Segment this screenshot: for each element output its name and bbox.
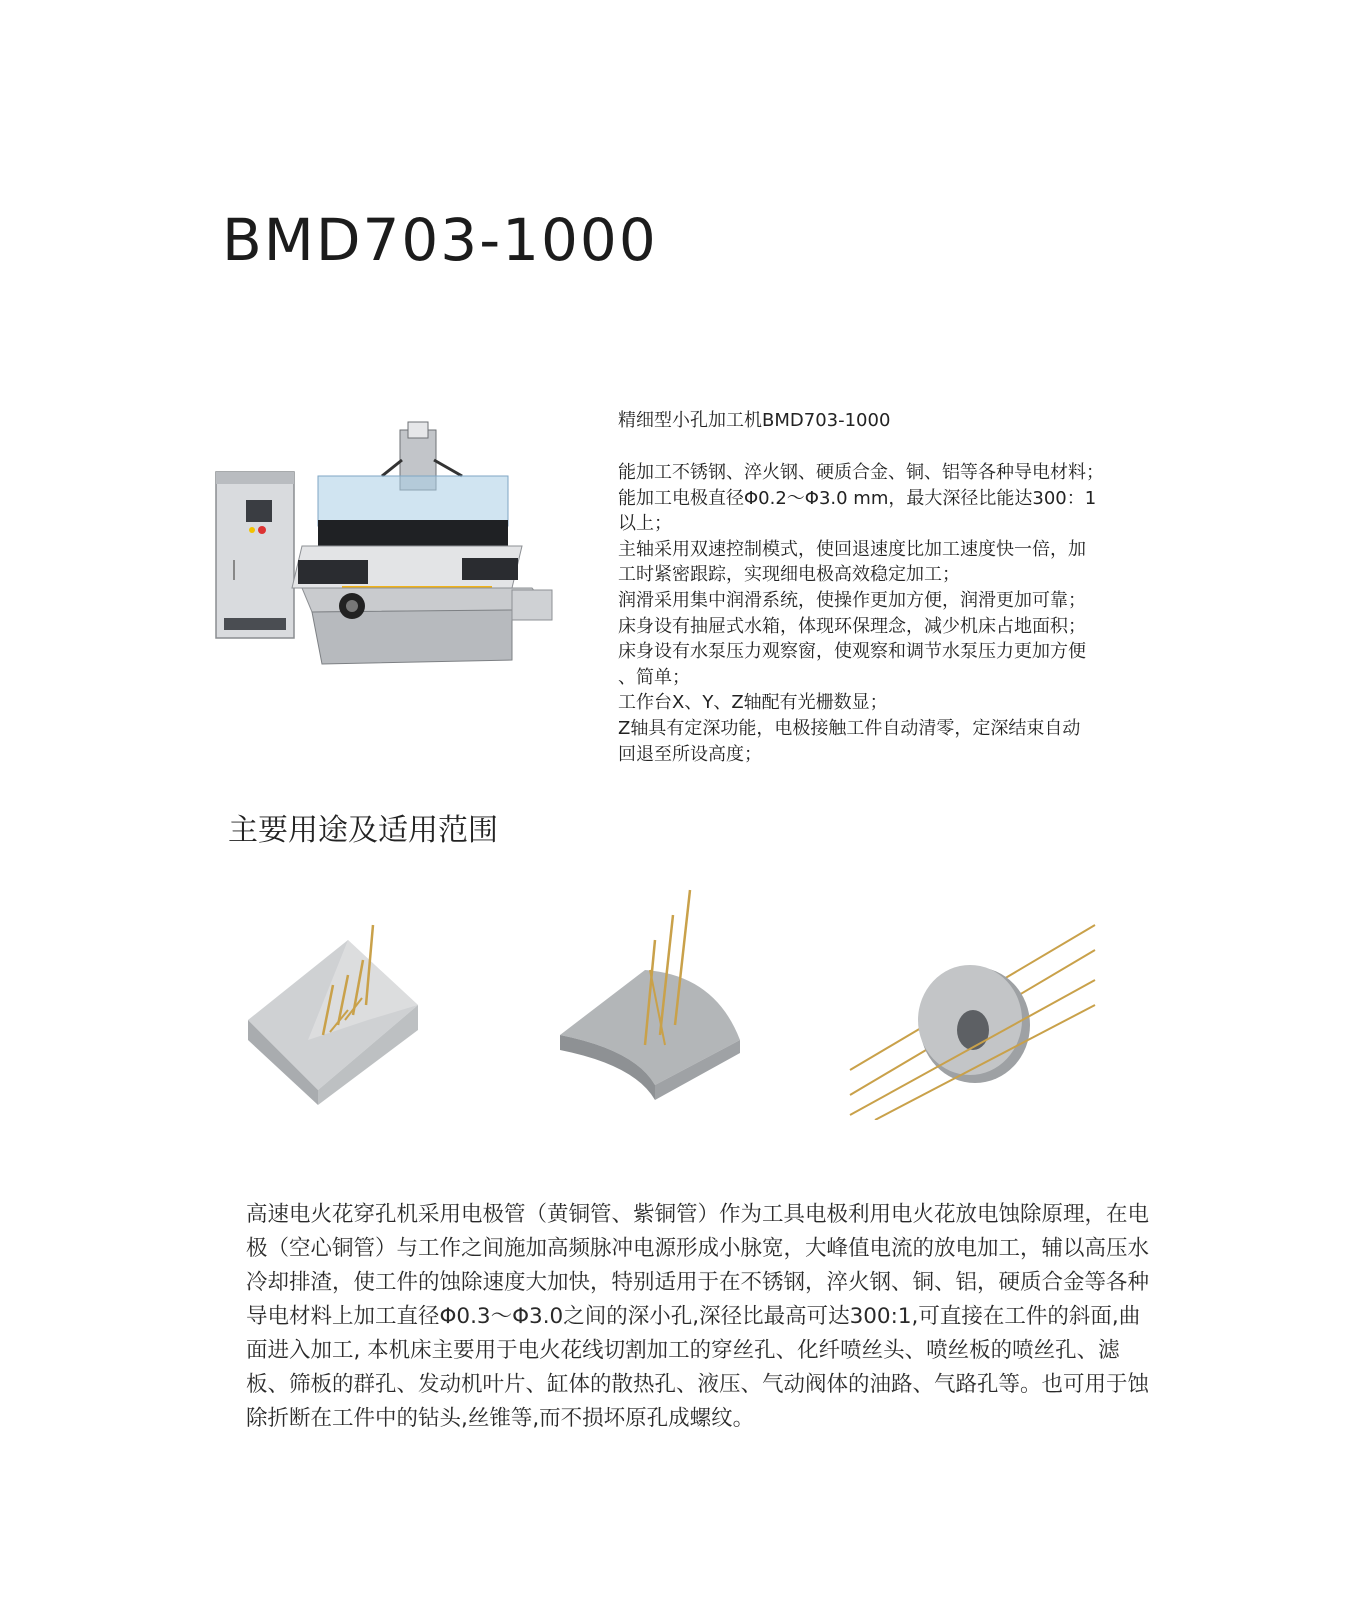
applications-description: 高速电火花穿孔机采用电极管（黄铜管、紫铜管）作为工具电极利用电火花放电蚀除原理，在电极（空心铜管）与工作之间施加高频脉冲电源形成小脉宽，大峰值电流的放电加工，辅以高压水冷却排渣，使工件的蚀除速度大加快，特别适用于在不锈钢，淬火钢、铜、铝，硬质合金等各种导电材料上加工直径Φ0.3～Φ3.0之间的深小孔,深径比最高可达300:1,可直接在工件的斜面,曲面进入加工, 本机床主要用于电火花线切割加工的穿丝孔、化纤喷丝头、喷丝板的喷丝孔、滤板、筛板的群孔、发动机叶片、缸体的散热孔、液压、气动阀体的油路、气路孔等。也可用于蚀除折断在工件中的钻头,丝锥等,而不损坏原孔成螺纹。 bbox=[246, 1202, 1150, 1431]
model-title: BMD703-1000 bbox=[222, 206, 658, 274]
feature-line: 工时紧密跟踪，实现细电极高效稳定加工； bbox=[618, 564, 960, 586]
feature-line: Z轴具有定深功能，电极接触工件自动清零，定深结束自动 bbox=[618, 717, 1081, 739]
feature-line: 能加工电极直径Φ0.2～Φ3.0 mm，最大深径比能达300：1 bbox=[618, 487, 1097, 509]
feature-line: 工作台X、Y、Z轴配有光栅数显； bbox=[618, 692, 888, 714]
machine-photo bbox=[212, 420, 557, 675]
feature-line: 床身设有水泵压力观察窗，使观察和调节水泵压力更加方便 bbox=[618, 641, 1086, 663]
sample-roof-block-photo bbox=[238, 920, 428, 1105]
feature-list bbox=[618, 460, 1188, 767]
feature-line: 床身设有抽屉式水箱，体现环保理念，减少机床占地面积； bbox=[618, 615, 1086, 637]
sample-curved-block-photo bbox=[555, 885, 745, 1115]
sample-ring-photo bbox=[845, 920, 1100, 1120]
feature-line: 润滑采用集中润滑系统，使操作更加方便，润滑更加可靠； bbox=[618, 589, 1086, 611]
feature-line: 、简单； bbox=[618, 666, 690, 688]
applications-heading: 主要用途及适用范围 bbox=[228, 813, 498, 848]
feature-line: 回退至所设高度； bbox=[618, 743, 762, 765]
feature-line: 以上； bbox=[618, 513, 672, 535]
feature-line: 能加工不锈钢、淬火钢、硬质合金、铜、铝等各种导电材料； bbox=[618, 462, 1104, 483]
product-info bbox=[618, 408, 1188, 767]
feature-line: 主轴采用双速控制模式，使回退速度比加工速度快一倍，加 bbox=[618, 538, 1086, 560]
product-name: 精细型小孔加工机BMD703-1000 bbox=[618, 410, 891, 431]
